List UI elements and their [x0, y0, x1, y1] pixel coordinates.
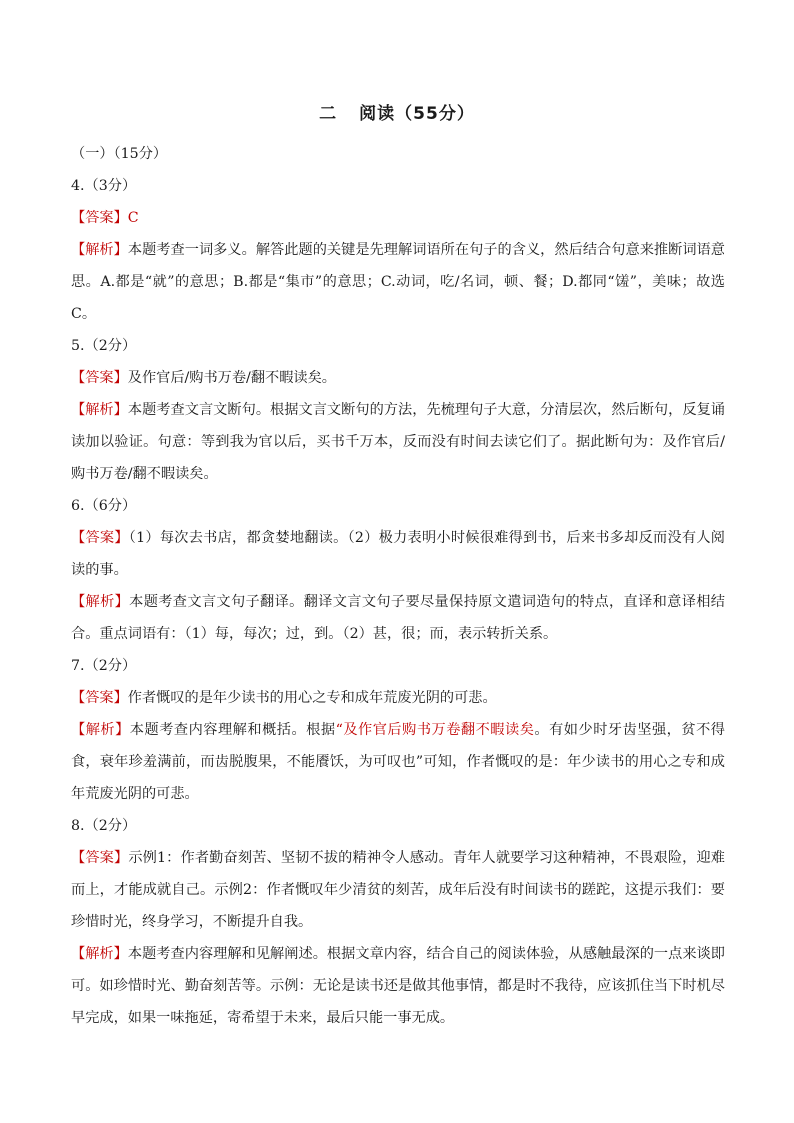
- answer-text: 及作官后/购书万卷/翻不暇读矣。: [127, 370, 336, 386]
- question-5-header: 5.（2分）: [71, 338, 137, 354]
- analysis-text: 本题考查一词多义。解答此题的关键是先理解词语所在句子的含义，然后结合句意来推断词语意思。A.都是“就”的意思；B.都是“集市”的意思；C.动词，吃/名词，顿、餐；D.都同“馐”，美味；故选C。: [71, 242, 725, 322]
- question-5-answer: [71, 362, 725, 394]
- analysis-text: 本题考查文言文句子翻译。翻译文言文句子要尽量保持原文遣词造句的特点，直译和意译相结合。重点词语有：（1）每，每次；过，到。（2）甚，很；而，表示转折关系。: [71, 594, 725, 642]
- answer-text: 示例1：作者勤奋刻苦、坚韧不拔的精神令人感动。青年人就要学习这种精神，不畏艰险，迎难而上，才能成就自己。示例2：作者慨叹年少清贫的刻苦，成年后没有时间读书的蹉跎，这提示我们：要珍惜时光，终身学习，不断提升自我。: [71, 850, 725, 930]
- analysis-tag: 【解析】: [71, 242, 128, 258]
- analysis-tag: 【解析】: [71, 594, 130, 610]
- analysis-text-pre: 本题考查内容理解和概括。根据: [129, 722, 336, 738]
- answer-tag: 【答案】: [71, 370, 128, 386]
- answer-text: （1）每次去书店，都贪婪地翻读。（2）极力表明小时候很难得到书，后来书多却反而没有人阅读的事。: [71, 530, 725, 578]
- subsection-heading: （一）（15分）: [71, 146, 168, 162]
- question-7-analysis: [71, 714, 725, 810]
- question-4-answer: [71, 202, 725, 234]
- question-5-analysis: [71, 394, 725, 490]
- answer-text: C: [127, 210, 139, 226]
- question-4-analysis: [71, 234, 725, 330]
- section-title-number: 二: [319, 104, 338, 124]
- analysis-text-post: 。有如少时牙齿坚强，贫不得食，衰年珍羞满前，而齿脱腹果，不能餍饫，为可叹也”可知，作者慨叹的是：年少读书的用心之专和成年荒废光阴的可悲。: [71, 722, 725, 802]
- analysis-tag: 【解析】: [71, 946, 128, 962]
- answer-content: [71, 138, 725, 1034]
- analysis-text: 本题考查文言文断句。根据文言文断句的方法，先梳理句子大意，分清层次，然后断句，反复诵读加以验证。句意：等到我为官以后，买书千万本，反而没有时间去读它们了。据此断句为：及作官后/购书万卷/翻不暇读矣。: [71, 402, 725, 482]
- question-8-analysis: [71, 938, 725, 1034]
- question-6-answer: [71, 522, 725, 586]
- question-8-header: 8.（2分）: [71, 818, 137, 834]
- section-title: [0, 99, 794, 124]
- question-6-header: 6.（6分）: [71, 498, 137, 514]
- question-8-answer: [71, 842, 725, 938]
- answer-tag: 【答案】: [71, 210, 128, 226]
- answer-text: 作者慨叹的是年少读书的用心之专和成年荒废光阴的可悲。: [127, 690, 497, 706]
- answer-tag: 【答案】: [71, 530, 129, 546]
- question-7-header: 7.（2分）: [71, 658, 137, 674]
- section-title-text: 阅读（55分）: [359, 104, 475, 124]
- analysis-quote: “及作官后购书万卷翻不暇读矣: [335, 722, 535, 738]
- answer-tag: 【答案】: [71, 850, 129, 866]
- answer-tag: 【答案】: [71, 690, 128, 706]
- analysis-text: 本题考查内容理解和见解阐述。根据文章内容，结合自己的阅读体验，从感触最深的一点来谈即可。如珍惜时光、勤奋刻苦等。示例：无论是读书还是做其他事情，都是时不我待，应该抓住当下时机尽早完成，如果一味拖延，寄希望于未来，最后只能一事无成。: [71, 946, 725, 1026]
- analysis-tag: 【解析】: [71, 722, 130, 738]
- question-4-header: 4.（3分）: [71, 178, 137, 194]
- question-6-analysis: [71, 586, 725, 650]
- analysis-tag: 【解析】: [71, 402, 128, 418]
- question-7-answer: [71, 682, 725, 714]
